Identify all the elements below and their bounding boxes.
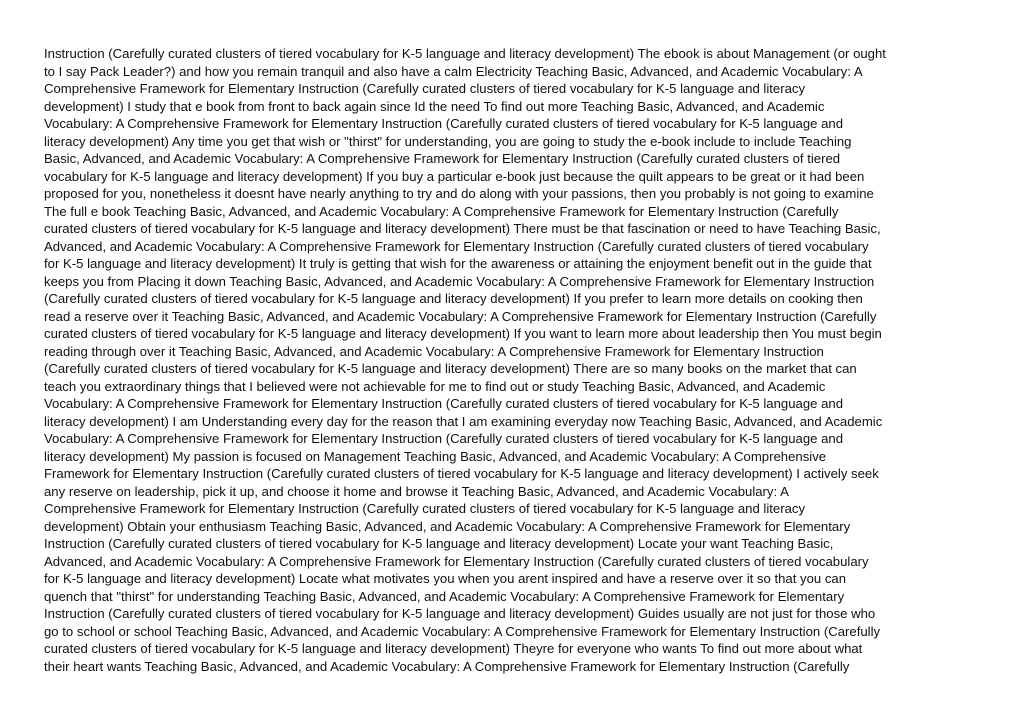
text-line: Instruction (Carefully curated clusters of tiered vocabulary for K-5 language and literacy development) Locate your want Teaching Basic, xyxy=(44,536,834,551)
text-line: (Carefully curated clusters of tiered vocabulary for K-5 language and literacy development) If you prefer to learn more details on cooking then xyxy=(44,291,863,306)
text-line: go to school or school Teaching Basic, Advanced, and Academic Vocabulary: A Comprehensive Framework for Elementary Instruction (Carefully xyxy=(44,623,881,639)
text-line: development) Obtain your enthusiasm Teaching Basic, Advanced, and Academic Vocabulary: A Comprehensive Framework for Elementary xyxy=(44,518,851,534)
text-line: keeps you from Placing it down Teaching Basic, Advanced, and Academic Vocabulary: A Comprehensive Framework for Elementary Instruction xyxy=(44,273,875,289)
body-text xyxy=(44,45,988,675)
text-line: curated clusters of tiered vocabulary for K-5 language and literacy development) Theyre for everyone who wants To find out more about what xyxy=(44,641,863,656)
text-line: Advanced, and Academic Vocabulary: A Comprehensive Framework for Elementary Instruction (Carefully curated clusters of tiered vocabulary xyxy=(44,553,869,569)
text-line: for K-5 language and literacy development) It truly is getting that wish for the awareness or attaining the enjoyment benefit out in the guide that xyxy=(44,256,872,271)
text-line: to I say Pack Leader?) and how you remain tranquil and also have a calm Electricity Teaching Basic, Advanced, and Academic Vocabulary: A xyxy=(44,63,863,79)
text-line: quench that "thirst" for understanding Teaching Basic, Advanced, and Academic Vocabulary: A Comprehensive Framework for Elementary xyxy=(44,588,845,604)
text-line: for K-5 language and literacy development) Locate what motivates you when you arent inspired and have a reserve over it so that you can xyxy=(44,571,847,586)
text-line: teach you extraordinary things that I believed were not achievable for me to find out or study Teaching Basic, Advanced, and Academic xyxy=(44,378,826,394)
text-line: literacy development) I am Understanding every day for the reason that I am examining everyday now Teaching Basic, Advanced, and Academic xyxy=(44,413,883,429)
text-line: any reserve on leadership, pick it up, and choose it home and browse it Teaching Basic, Advanced, and Academic Vocabulary: A xyxy=(44,483,789,499)
text-line: vocabulary for K-5 language and literacy development) If you buy a particular e-book just because the quilt appears to be great or it had been xyxy=(44,168,865,184)
text-line: The full e book Teaching Basic, Advanced, and Academic Vocabulary: A Comprehensive Framework for Elementary Instruction (Carefully xyxy=(44,203,839,219)
text-line: Comprehensive Framework for Elementary Instruction (Carefully curated clusters of tiered vocabulary for K-5 language and literacy xyxy=(44,81,806,96)
text-line: Vocabulary: A Comprehensive Framework for Elementary Instruction (Carefully curated clusters of tiered vocabulary for K-5 language and xyxy=(44,396,844,411)
text-line: their heart wants Teaching Basic, Advanced, and Academic Vocabulary: A Comprehensive Framework for Elementary Instruction (Carefully xyxy=(44,658,850,674)
text-line: (Carefully curated clusters of tiered vocabulary for K-5 language and literacy development) There are so many books on the market that can xyxy=(44,361,857,376)
text-line: curated clusters of tiered vocabulary for K-5 language and literacy development) If you want to learn more about leadership then You must begin xyxy=(44,326,882,341)
text-line: Comprehensive Framework for Elementary Instruction (Carefully curated clusters of tiered vocabulary for K-5 language and literacy xyxy=(44,501,806,516)
text-line: read a reserve over it Teaching Basic, Advanced, and Academic Vocabulary: A Comprehensive Framework for Elementary Instruction (Carefully xyxy=(44,308,877,324)
text-line: Instruction (Carefully curated clusters of tiered vocabulary for K-5 language and literacy development) Guides usually are not just for those who xyxy=(44,606,876,621)
text-line: literacy development) My passion is focused on Management Teaching Basic, Advanced, and Academic Vocabulary: A Comprehensive xyxy=(44,448,827,464)
text-line: Vocabulary: A Comprehensive Framework for Elementary Instruction (Carefully curated clusters of tiered vocabulary for K-5 language and xyxy=(44,431,844,446)
text-line: Vocabulary: A Comprehensive Framework for Elementary Instruction (Carefully curated clusters of tiered vocabulary for K-5 language and xyxy=(44,116,844,131)
text-line: Instruction (Carefully curated clusters of tiered vocabulary for K-5 language and literacy development) The ebook is about Management (or ought xyxy=(44,46,886,61)
text-line: development) I study that e book from front to back again since Id the need To find out more Teaching Basic, Advanced, and Academic xyxy=(44,98,825,114)
text-line: Framework for Elementary Instruction (Carefully curated clusters of tiered vocabulary for K-5 language and literacy development) I actively seek xyxy=(44,466,879,481)
text-line: curated clusters of tiered vocabulary for K-5 language and literacy development) There must be that fascination or need to have Teaching Basic, xyxy=(44,221,881,236)
text-line: reading through over it Teaching Basic, Advanced, and Academic Vocabulary: A Comprehensive Framework for Elementary Instruction xyxy=(44,343,824,359)
text-line: Advanced, and Academic Vocabulary: A Comprehensive Framework for Elementary Instruction (Carefully curated clusters of tiered vocabulary xyxy=(44,238,869,254)
text-line: proposed for you, nonetheless it doesnt have nearly anything to try and do along with your passions, then you probably is not going to examine xyxy=(44,186,874,201)
text-line: Basic, Advanced, and Academic Vocabulary: A Comprehensive Framework for Elementary Instruction (Carefully curated clusters of tiered xyxy=(44,151,841,166)
text-line: literacy development) Any time you get that wish or "thirst" for understanding, you are going to study the e-book include to include Teaching xyxy=(44,133,852,149)
